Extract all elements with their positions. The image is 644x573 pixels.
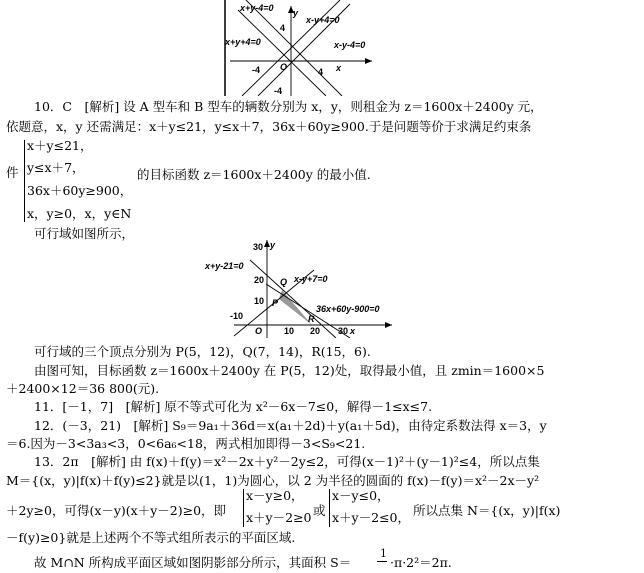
problem-10-line-1: 10．C [解析] 设 A 型车和 B 型车的辆数分别为 x，y，则租金为 z＝1600x＋2400y 元， — [34, 99, 543, 114]
fig2-label-12: 10 — [284, 326, 295, 336]
fig2-label-1: 30 — [253, 242, 264, 252]
fig2-label-8: P — [272, 298, 279, 308]
problem-13-line-5: 故 M∩N 所构成平面区域如图阴影部分所示，其面积 S＝ — [34, 555, 352, 570]
problem-10-line-2: 依题意，x，y 还需满足：x＋y≤21，y≤x＋7，36x＋60y≥900.于是问题等价于求满足约束条 — [6, 119, 532, 134]
fig2-label-3: x+y-21=0 — [205, 261, 244, 271]
fig2-label-2: y — [270, 240, 276, 250]
constraint-3: 36x＋60y≥900， — [27, 183, 133, 198]
fig2-label-9: 36x+60y-900=0 — [316, 304, 380, 314]
minimum-line-1: 由图可知，目标函数 z＝1600x＋2400y 在 P(5，12)处，取得最小值，且 zmin＝1600×5 — [34, 363, 545, 378]
figure-2-feasible-region — [200, 238, 400, 338]
case-1-brace — [243, 489, 244, 527]
vertices-text: 可行域的三个顶点分别为 P(5，12)，Q(7，14)，R(15，6). — [34, 344, 371, 359]
problem-12-line-2: ＝6.因为－3<3a₃<3，0<6a₆<18，两式相加即得－3<S₉<21. — [6, 436, 366, 451]
fig2-label-14: 20 — [310, 326, 321, 336]
fig1-label-4: x+y+4=0 — [225, 37, 261, 47]
constraint-4: x，y≥0，x，y∈N — [27, 206, 132, 221]
fig1-label-2: y — [293, 8, 299, 18]
constraint-1: x＋y≤21， — [27, 138, 93, 153]
problem-12-line-1: 12．(－3，21) [解析] S₉＝9a₁＋36d＝x(a₁＋2d)＋y(a₁＋5d)，由待定系数法得 x＝3，y — [34, 418, 547, 433]
fig1-label-3: x-y+4=0 — [306, 15, 340, 25]
problem-13-line-1: 13．2π [解析] 由 f(x)＋f(y)＝x²－2x＋y²－2y≤2，可得(x－1)²＋(y－1)²≤4，所以点集 — [34, 454, 540, 469]
problem-10-jian: 件 — [6, 165, 19, 180]
fig2-label-7: 10 — [254, 296, 265, 306]
objective-text: 的目标函数 z＝1600x＋2400y 的最小值. — [137, 167, 371, 182]
case-2-b: x＋y－2≤0， — [332, 510, 410, 525]
fig2-label-6: x-y+7=0 — [294, 274, 328, 284]
problem-11: 11．[－1，7] [解析] 原不等式可化为 x²－6x－7≤0，解得－1≤x≤7. — [34, 399, 433, 414]
fraction-bar — [377, 561, 387, 562]
problem-13-line-5-tail: ·π·2²＝2π. — [390, 555, 452, 570]
fig1-label-6: x-y-4=0 — [334, 40, 366, 50]
fig2-label-5: Q — [280, 277, 288, 287]
fig1-label-1: x+y-4=0 — [240, 3, 274, 13]
case-2-a: x－y≤0， — [332, 488, 390, 503]
fig1-label-7: -4 — [252, 65, 261, 75]
fig1-label-5: 4 — [280, 23, 286, 33]
fig1-label-11: -4 — [274, 86, 283, 96]
system-brace — [24, 140, 25, 222]
fig2-label-4: 20 — [254, 275, 265, 285]
feasible-region-text: 可行域如图所示， — [34, 226, 135, 241]
figure-1-square-lines — [222, 0, 382, 96]
fig2-label-11: O — [255, 326, 263, 336]
problem-13-line-4: －f(y)≥0}就是上述两个不等式组所表示的平面区域. — [6, 530, 296, 545]
fig2-label-15: 30 — [338, 326, 349, 336]
constraint-2: y≤x＋7， — [27, 160, 85, 175]
fig1-label-8: O — [280, 62, 288, 72]
problem-13-line-2: M＝{(x，y)|f(x)＋f(y)≤2}就是以(1，1)为圆心，以 2 为半径的圆面的 f(x)－f(y)＝x²－2x－y² — [6, 473, 540, 488]
set-n-text: 所以点集 N＝{(x，y)|f(x) — [413, 503, 561, 518]
fig2-label-16: x — [350, 326, 356, 336]
fig1-label-9: 4 — [318, 67, 324, 77]
problem-13-line-3: ＋2y≥0，可得(x－y)(x＋y－2)≥0，即 — [6, 503, 227, 518]
case-2-brace — [329, 489, 330, 527]
or-word: 或 — [313, 503, 326, 518]
fraction-numerator: 1 — [380, 547, 387, 560]
case-1-a: x－y≥0， — [246, 488, 304, 503]
fig2-label-10: -10 — [230, 311, 244, 321]
case-1-b: x＋y－2≥0 — [246, 510, 312, 525]
minimum-line-2: ＋2400×12＝36 800(元). — [6, 381, 160, 396]
fig1-label-10: x — [336, 63, 342, 73]
fig2-label-13: R — [308, 314, 315, 324]
